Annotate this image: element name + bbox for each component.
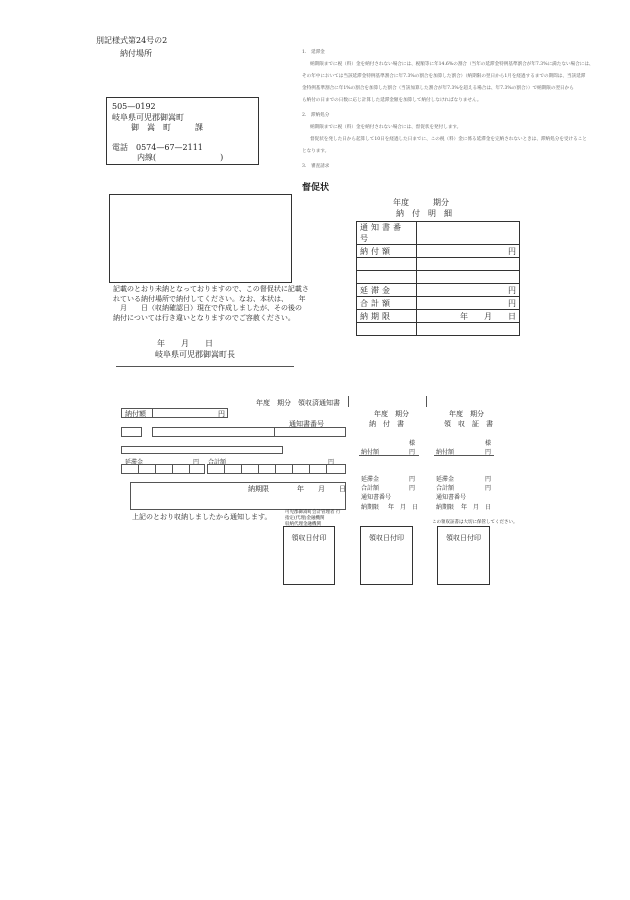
receipt-total: 合計額: [436, 485, 455, 492]
digit-divider: [224, 464, 225, 474]
note-delinquency-p2: 督促状を発した日から起算して10日を経過した日までに、この税（料）金に係る延滞金を完納されないときは、滞納処分を受けること: [310, 137, 587, 142]
row-label: 合計額: [357, 297, 417, 310]
notice-title: 督促状: [302, 183, 330, 193]
divider: [426, 396, 427, 407]
receipt-amount-label: 納付額: [436, 449, 455, 456]
notice-number-box: [152, 427, 346, 437]
row-label: [357, 271, 417, 284]
table-row: [357, 284, 520, 297]
notice-number-label: 通知書番号: [289, 420, 324, 428]
receipt-notice-header: 年度 期分 領収済通知書: [256, 399, 340, 407]
digit-divider: [258, 464, 259, 474]
table-row: [357, 310, 520, 323]
row-value: 円: [417, 245, 520, 258]
receipt-due-date: 年 月 日: [461, 504, 492, 511]
telephone: 電話 0574—67—2111: [112, 143, 203, 152]
digit-divider: [241, 464, 242, 474]
note-late-fee-p4: ら納付の日までの日数に応じ計算した延滞金額を加算して納付しなければなりません。: [302, 98, 482, 103]
row-value: [417, 271, 520, 284]
table-row: [357, 222, 520, 245]
row-value: 年 月 日: [417, 310, 520, 323]
recipient-window: [109, 194, 292, 283]
row-value: [417, 222, 520, 245]
slip-late-fee: 延滞金: [361, 476, 380, 483]
digit-divider: [155, 464, 156, 474]
digit-divider: [138, 464, 139, 474]
due-date-box: [130, 482, 346, 510]
department: 御 嵩 町 課: [131, 123, 203, 132]
row-value: 円: [417, 297, 520, 310]
due-date: 年 月 日: [297, 485, 346, 493]
note-review-title: 3. 審査請求: [302, 164, 330, 169]
row-label: 納期限: [357, 310, 417, 323]
slip-sama: 様: [409, 440, 416, 447]
yen-unit: 円: [328, 459, 335, 466]
detail-title: 納 付 明 細: [396, 209, 452, 218]
note-delinquency-title: 2. 滞納処分: [302, 113, 330, 118]
slip-notice-number: 通知書番号: [361, 494, 392, 501]
digit-divider: [309, 464, 310, 474]
table-row: [357, 245, 520, 258]
note-delinquency-p1: 納期限までに税（料）金を納付されない場合には、督促状を発付します。: [310, 125, 462, 130]
date-stamp-box: 領収日付印: [283, 526, 335, 585]
yen-unit: 円: [485, 476, 492, 483]
row-label: [357, 323, 417, 336]
amount-field: [121, 408, 228, 418]
slip-amount-label: 納付額: [361, 449, 380, 456]
name-box: [121, 446, 283, 454]
divider: [116, 366, 294, 367]
yen-unit: 円: [218, 410, 225, 418]
address-line: 岐阜県可児郡御嵩町: [112, 113, 184, 122]
table-row: [357, 323, 520, 336]
postal-code: 505—0192: [112, 102, 156, 111]
receipt-sama: 様: [485, 440, 492, 447]
note-delinquency-p3: となります。: [302, 149, 330, 154]
form-number: 別記様式第24号の2: [96, 36, 168, 45]
digit-divider: [292, 464, 293, 474]
note-late-fee-p2: その年中においては当該延滞金特例基準割合に年7.3%の割合を加算した割合）（納期限の翌日から1月を経過するまでの期間は、当該延滞: [302, 74, 586, 79]
divider: [348, 396, 349, 407]
notice-body-line: れている納付場所で納付してください。なお、本状は、 年: [113, 294, 306, 303]
digit-divider: [189, 464, 190, 474]
note-late-fee-p3: 金特例基準割合に年1%の割合を加算した割合（当該加算した割合が年7.3%を超える場合は、年7.3%の割合））で納期限の翌日から: [302, 86, 574, 91]
receipt-due-label: 納期限: [436, 504, 455, 511]
notice-body-line: 納付については行き違いとなりますのでご容赦ください。: [113, 313, 295, 322]
receipt-confirmation: 上記のとおり収納しましたから通知します。: [132, 513, 272, 521]
yen-unit: 円: [193, 459, 200, 466]
divider: [359, 455, 419, 456]
row-value: [417, 258, 520, 271]
date-stamp-box: 領収日付印: [437, 526, 490, 585]
slip-title: 納 付 書: [369, 420, 404, 428]
bank-line: 収納代理金融機関: [285, 522, 321, 527]
table-row: [357, 271, 520, 284]
bank-line: 指定(代理)金融機関: [285, 516, 325, 521]
yen-unit: 円: [485, 449, 492, 456]
note-late-fee-title: 1. 延滞金: [302, 50, 325, 55]
divider: [274, 427, 275, 437]
total-label: 合計額: [208, 459, 227, 466]
slip-fiscal: 年度 期分: [374, 410, 409, 418]
row-label: 通知書番号: [357, 222, 417, 245]
table-row: [357, 258, 520, 271]
date-stamp-box: 領収日付印: [360, 526, 413, 585]
notice-body: [113, 285, 309, 323]
due-label: 納期限: [248, 485, 269, 493]
digit-divider: [275, 464, 276, 474]
table-row: [357, 297, 520, 310]
slip-due-label: 納期限: [361, 504, 380, 511]
notice-body-line: 記載のとおり未納となっておりますので、この督促状に記載さ: [113, 285, 309, 293]
receipt-footnote: この領収証書は大切に保管してください。: [432, 520, 518, 525]
divider: [152, 409, 153, 417]
notice-issuer: 岐阜県可児郡御嵩町長: [155, 350, 235, 359]
row-value: 円: [417, 284, 520, 297]
divider: [434, 455, 494, 456]
yen-unit: 円: [409, 485, 416, 492]
yen-unit: 円: [409, 449, 416, 456]
amount-label: 納付額: [125, 410, 146, 418]
receipt-late-fee: 延滞金: [436, 476, 455, 483]
receipt-notice-number: 通知書番号: [436, 494, 467, 501]
late-fee-label: 延滞金: [125, 459, 144, 466]
digit-divider: [326, 464, 327, 474]
notice-date: 年 月 日: [157, 339, 213, 348]
yen-unit: 円: [485, 485, 492, 492]
slip-due-date: 年 月 日: [388, 504, 419, 511]
row-label: 延滞金: [357, 284, 417, 297]
slip-total: 合計額: [361, 485, 380, 492]
receipt-title: 領 収 証 書: [444, 420, 493, 428]
row-label: 納付額: [357, 245, 417, 258]
bank-line: 可児郡御嵩町会計管理者 行: [285, 510, 341, 515]
late-fee-digits: [121, 464, 205, 474]
payment-detail-table: [356, 221, 520, 336]
receipt-fiscal: 年度 期分: [449, 410, 484, 418]
code-box: [121, 427, 142, 437]
extension: 内線( ): [137, 153, 224, 162]
address-box: [106, 97, 259, 165]
payment-place-label: 納付場所: [120, 49, 152, 58]
note-late-fee-p1: 納期限までに税（料）金を納付されない場合には、税額等に年14.6%の割合（当年の延滞金特例基準割合が年7.3%に満たない場合には、: [310, 62, 594, 67]
yen-unit: 円: [409, 476, 416, 483]
row-value: [417, 323, 520, 336]
row-label: [357, 258, 417, 271]
detail-fiscal: 年度 期分: [393, 198, 449, 207]
digit-divider: [172, 464, 173, 474]
notice-body-line: 月 日（収納確認日）現在で作成しましたが、その後の: [113, 304, 302, 312]
